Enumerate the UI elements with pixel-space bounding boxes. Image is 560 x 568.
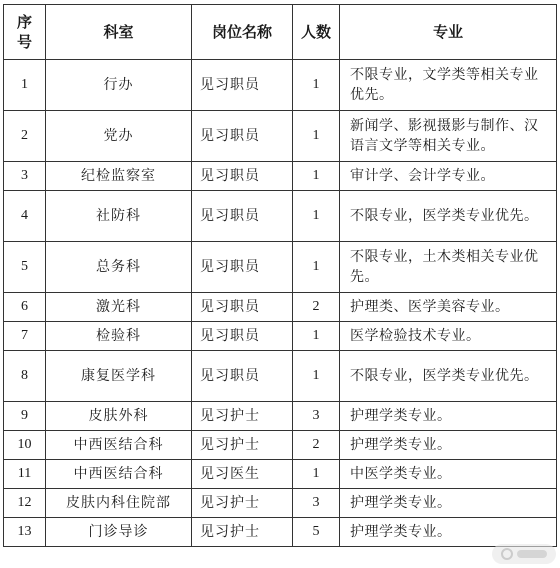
table-row	[4, 322, 557, 351]
cell-major: 不限专业，文学类等相关专业优先。	[340, 60, 557, 111]
cell-count: 5	[293, 518, 340, 547]
cell-dept: 中西医结合科	[46, 460, 192, 489]
cell-no: 12	[4, 489, 46, 518]
table-row	[4, 191, 557, 242]
cell-major: 护理学类专业。	[340, 518, 557, 547]
cell-position: 见习职员	[192, 162, 293, 191]
cell-position: 见习职员	[192, 322, 293, 351]
cell-dept: 行办	[46, 60, 192, 111]
cell-dept: 总务科	[46, 242, 192, 293]
cell-no: 3	[4, 162, 46, 191]
cell-major: 护理学类专业。	[340, 402, 557, 431]
cell-position: 见习护士	[192, 431, 293, 460]
cell-count: 1	[293, 242, 340, 293]
table-row	[4, 518, 557, 547]
cell-count: 1	[293, 322, 340, 351]
cell-position: 见习职员	[192, 351, 293, 402]
cell-no: 8	[4, 351, 46, 402]
cell-count: 1	[293, 351, 340, 402]
cell-position: 见习医生	[192, 460, 293, 489]
table-row	[4, 402, 557, 431]
cell-dept: 康复医学科	[46, 351, 192, 402]
header-dept: 科室	[46, 5, 192, 60]
cell-major: 不限专业，医学类专业优先。	[340, 191, 557, 242]
cell-major: 新闻学、影视摄影与制作、汉语言文学等相关专业。	[340, 111, 557, 162]
recruitment-table	[3, 4, 557, 547]
table-row	[4, 293, 557, 322]
table-row	[4, 460, 557, 489]
cell-count: 2	[293, 293, 340, 322]
cell-position: 见习职员	[192, 191, 293, 242]
cell-position: 见习职员	[192, 60, 293, 111]
cell-count: 1	[293, 111, 340, 162]
cell-no: 2	[4, 111, 46, 162]
table-row	[4, 242, 557, 293]
cell-no: 11	[4, 460, 46, 489]
cell-no: 7	[4, 322, 46, 351]
header-major: 专业	[340, 5, 557, 60]
cell-position: 见习护士	[192, 489, 293, 518]
cell-count: 1	[293, 460, 340, 489]
cell-count: 3	[293, 489, 340, 518]
cell-no: 10	[4, 431, 46, 460]
cell-dept: 检验科	[46, 322, 192, 351]
header-count: 人数	[293, 5, 340, 60]
cell-dept: 门诊导诊	[46, 518, 192, 547]
table-row	[4, 162, 557, 191]
cell-position: 见习职员	[192, 242, 293, 293]
cell-no: 9	[4, 402, 46, 431]
cell-dept: 社防科	[46, 191, 192, 242]
cell-count: 1	[293, 191, 340, 242]
cell-major: 护理类、医学美容专业。	[340, 293, 557, 322]
cell-position: 见习护士	[192, 518, 293, 547]
table-row	[4, 60, 557, 111]
cell-count: 2	[293, 431, 340, 460]
cell-count: 1	[293, 60, 340, 111]
watermark-dot-icon	[501, 548, 513, 560]
cell-no: 5	[4, 242, 46, 293]
cell-major: 审计学、会计学专业。	[340, 162, 557, 191]
table-header	[4, 5, 557, 60]
cell-count: 3	[293, 402, 340, 431]
cell-position: 见习职员	[192, 111, 293, 162]
table-row	[4, 431, 557, 460]
watermark-logo-icon	[492, 544, 556, 564]
table-body	[4, 60, 557, 547]
cell-dept: 中西医结合科	[46, 431, 192, 460]
header-position: 岗位名称	[192, 5, 293, 60]
cell-major: 不限专业，土木类相关专业优先。	[340, 242, 557, 293]
cell-major: 医学检验技术专业。	[340, 322, 557, 351]
table-row	[4, 351, 557, 402]
cell-major: 护理学类专业。	[340, 489, 557, 518]
table-row	[4, 489, 557, 518]
recruitment-table-page	[3, 4, 556, 547]
cell-no: 1	[4, 60, 46, 111]
cell-count: 1	[293, 162, 340, 191]
cell-major: 中医学类专业。	[340, 460, 557, 489]
table-row	[4, 111, 557, 162]
cell-major: 不限专业，医学类专业优先。	[340, 351, 557, 402]
cell-no: 13	[4, 518, 46, 547]
cell-no: 6	[4, 293, 46, 322]
cell-dept: 皮肤内科住院部	[46, 489, 192, 518]
header-no: 序号	[4, 5, 46, 60]
watermark-bar-icon	[517, 550, 547, 558]
cell-dept: 激光科	[46, 293, 192, 322]
cell-no: 4	[4, 191, 46, 242]
cell-dept: 党办	[46, 111, 192, 162]
cell-major: 护理学类专业。	[340, 431, 557, 460]
cell-position: 见习护士	[192, 402, 293, 431]
cell-dept: 纪检监察室	[46, 162, 192, 191]
cell-dept: 皮肤外科	[46, 402, 192, 431]
cell-position: 见习职员	[192, 293, 293, 322]
